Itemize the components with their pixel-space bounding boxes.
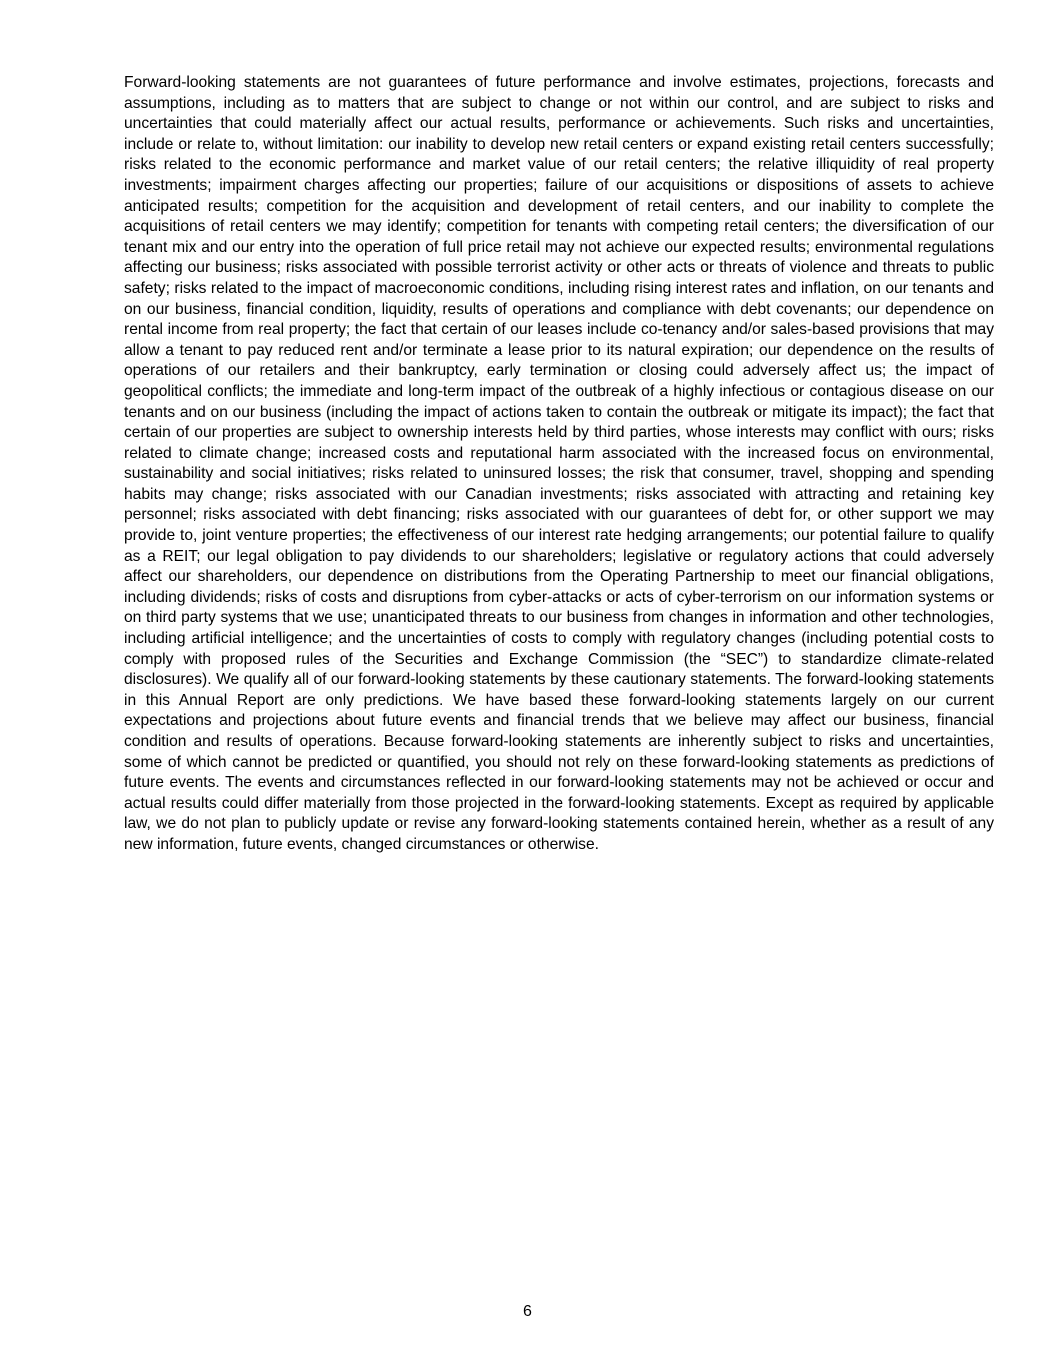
page-number: 6 <box>523 1303 532 1320</box>
forward-looking-statements-paragraph: Forward-looking statements are not guarantees of future performance and involve estimates, projections, forecasts and assumptions, including as to matters that are subject to change or not within our control, and are subject to risks and uncertainties that could materially affect our actual results, performance or achievements. Such risks and uncertainties, include or relate to, without limitation: our inability to develop new retail centers or expand existing retail centers successfully; risks related to the economic performance and market value of our retail centers; the relative illiquidity of real property investments; impairment charges affecting our properties; failure of our acquisitions or dispositions of assets to achieve anticipated results; competition for the acquisition and development of retail centers, and our inability to complete the acquisitions of retail centers we may identify; competition for tenants with competing retail centers; the diversification of our tenant mix and our entry into the operation of full price retail may not achieve our expected results; environmental regulations affecting our business; risks associated with possible terrorist activity or other acts or threats of violence and threats to public safety; risks related to the impact of macroeconomic conditions, including rising interest rates and inflation, on our tenants and on our business, financial condition, liquidity, results of operations and compliance with debt covenants; our dependence on rental income from real property; the fact that certain of our leases include co-tenancy and/or sales-based provisions that may allow a tenant to pay reduced rent and/or terminate a lease prior to its natural expiration; our dependence on the results of operations of our retailers and their bankruptcy, early termination or closing could adversely affect us; the impact of geopolitical conflicts; the immediate and long-term impact of the outbreak of a highly infectious or contagious disease on our tenants and on our business (including the impact of actions taken to contain the outbreak or mitigate its impact); the fact that certain of our properties are subject to ownership interests held by third parties, whose interests may conflict with ours; risks related to climate change; increased costs and reputational harm associated with the increased focus on environmental, sustainability and social initiatives; risks related to uninsured losses; the risk that consumer, travel, shopping and spending habits may change; risks associated with our Canadian investments; risks associated with attracting and retaining key personnel; risks associated with debt financing; risks associated with our guarantees of debt for, or other support we may provide to, joint venture properties; the effectiveness of our interest rate hedging arrangements; our potential failure to qualify as a REIT; our legal obligation to pay dividends to our shareholders; legislative or regulatory actions that could adversely affect our shareholders, our dependence on distributions from the Operating Partnership to meet our financial obligations, including dividends; risks of costs and disruptions from cyber-attacks or acts of cyber-terrorism on our information systems or on third party systems that we use; unanticipated threats to our business from changes in information and other technologies, including artificial intelligence; and the uncertainties of costs to comply with regulatory changes (including potential costs to comply with proposed rules of the Securities and Exchange Commission (the “SEC”) to standardize climate-related disclosures). We qualify all of our forward-looking statements by these cautionary statements. The forward-looking statements in this Annual Report are only predictions. We have based these forward-looking statements largely on our current expectations and projections about future events and financial trends that we believe may affect our business, financial condition and results of operations. Because forward-looking statements are inherently subject to risks and uncertainties, some of which cannot be predicted or quantified, you should not rely on these forward-looking statements as predictions of future events. The events and circumstances reflected in our forward-looking statements may not be achieved or occur and actual results could differ materially from those projected in the forward-looking statements. Except as required by applicable law, we do not plan to publicly update or revise any forward-looking statements contained herein, whether as a result of any new information, future events, changed circumstances or otherwise. <box>124 74 994 853</box>
